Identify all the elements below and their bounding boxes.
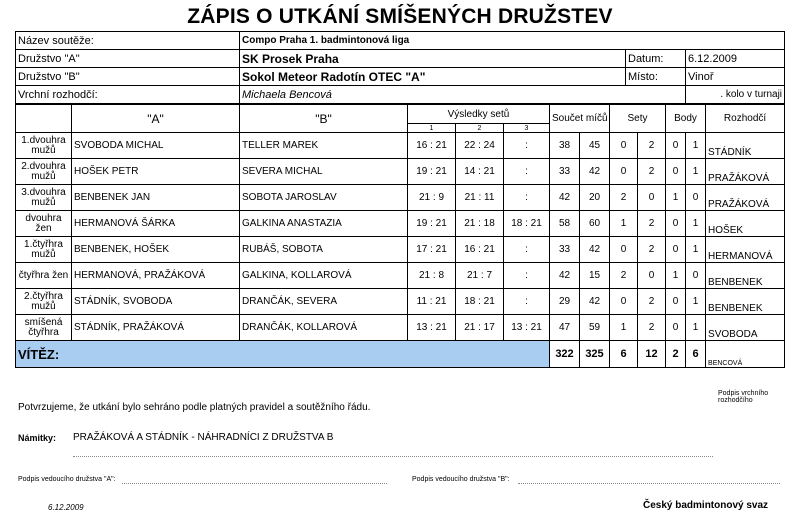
points-a: 58 <box>550 211 580 237</box>
umpire: BENBENEK <box>706 263 785 289</box>
set-2: 21 : 17 <box>456 315 504 341</box>
sets-b: 2 <box>638 159 666 185</box>
objections-line <box>73 456 713 457</box>
table-row <box>16 133 785 159</box>
player-a: HERMANOVÁ, PRAŽÁKOVÁ <box>72 263 240 289</box>
set-1: 16 : 21 <box>408 133 456 159</box>
set-1: 21 : 8 <box>408 263 456 289</box>
score-a: 0 <box>666 211 686 237</box>
objections-label: Námitky: <box>18 433 57 443</box>
set-2: 22 : 24 <box>456 133 504 159</box>
set-3: : <box>504 185 550 211</box>
umpire: HERMANOVÁ <box>706 237 785 263</box>
sets-head: Sety <box>610 105 666 133</box>
player-b: SOBOTA JAROSLAV <box>240 185 408 211</box>
set-3: : <box>504 289 550 315</box>
sets-a: 1 <box>610 315 638 341</box>
sets-a: 2 <box>610 263 638 289</box>
organization: Český badmintonový svaz <box>643 500 769 511</box>
set-3: : <box>504 159 550 185</box>
points-b: 42 <box>580 289 610 315</box>
set-3: : <box>504 133 550 159</box>
points-a: 29 <box>550 289 580 315</box>
points-b: 42 <box>580 159 610 185</box>
sets-b: 2 <box>638 237 666 263</box>
winner-row <box>16 341 785 368</box>
points-a: 47 <box>550 315 580 341</box>
score-b: 0 <box>686 185 706 211</box>
discipline: 2.čtyřhra mužů <box>16 289 72 315</box>
sets-a: 0 <box>610 237 638 263</box>
discipline: 2.dvouhra mužů <box>16 159 72 185</box>
sign-b-label: Podpis vedoucího družstva "B": <box>412 476 510 483</box>
objections-value: PRAŽÁKOVÁ A STÁDNÍK - NÁHRADNÍCI Z DRUŽSTVA B <box>73 432 334 443</box>
score-b: 1 <box>686 289 706 315</box>
points-a: 33 <box>550 159 580 185</box>
total-points-b: 325 <box>580 341 610 368</box>
player-a: HERMANOVÁ ŠÁRKA <box>72 211 240 237</box>
set-2: 16 : 21 <box>456 237 504 263</box>
set-num-1: 1 <box>408 124 456 133</box>
set-1: 11 : 21 <box>408 289 456 315</box>
score-b: 1 <box>686 315 706 341</box>
winner-label: VÍTĚZ: <box>16 341 550 368</box>
header-table <box>15 31 785 104</box>
table-row <box>16 211 785 237</box>
total-score-a: 2 <box>666 341 686 368</box>
player-b: GALKINA ANASTAZIA <box>240 211 408 237</box>
player-b: TELLER MAREK <box>240 133 408 159</box>
round-label: . kolo v turnaji <box>686 86 785 104</box>
set-num-2: 2 <box>456 124 504 133</box>
sets-results-head: Výsledky setů <box>408 105 550 124</box>
score-a: 0 <box>666 315 686 341</box>
player-a: BENBENEK JAN <box>72 185 240 211</box>
discipline: čtyřhra žen <box>16 263 72 289</box>
set-2: 21 : 18 <box>456 211 504 237</box>
set-1: 17 : 21 <box>408 237 456 263</box>
points-a: 33 <box>550 237 580 263</box>
points-b: 60 <box>580 211 610 237</box>
set-2: 18 : 21 <box>456 289 504 315</box>
confirmation-text: Potvrzujeme, že utkání bylo sehráno podle platných pravidel a soutěžního řádu. <box>18 402 371 413</box>
player-b: DRANČÁK, KOLLAROVÁ <box>240 315 408 341</box>
set-1: 13 : 21 <box>408 315 456 341</box>
points-b: 42 <box>580 237 610 263</box>
score-b: 1 <box>686 159 706 185</box>
table-row <box>16 263 785 289</box>
place-value: Vinoř <box>686 68 785 86</box>
sets-a: 1 <box>610 211 638 237</box>
score-b: 1 <box>686 211 706 237</box>
player-a: STÁDNÍK, SVOBODA <box>72 289 240 315</box>
umpire: SVOBODA <box>706 315 785 341</box>
player-b: SEVERA MICHAL <box>240 159 408 185</box>
sets-a: 0 <box>610 159 638 185</box>
score-a: 0 <box>666 133 686 159</box>
player-a: BENBENEK, HOŠEK <box>72 237 240 263</box>
date-value: 6.12.2009 <box>686 50 785 68</box>
set-3: 13 : 21 <box>504 315 550 341</box>
match-sheet <box>15 31 784 368</box>
place-label: Místo: <box>626 68 686 86</box>
team-a-value: SK Prosek Praha <box>240 50 626 68</box>
set-2: 14 : 21 <box>456 159 504 185</box>
umpire: PRAŽÁKOVÁ <box>706 159 785 185</box>
score-b: 1 <box>686 133 706 159</box>
competition-value: Compo Praha 1. badmintonová liga <box>240 32 785 50</box>
player-b: RUBÁŠ, SOBOTA <box>240 237 408 263</box>
discipline: smíšená čtyřhra <box>16 315 72 341</box>
table-row <box>16 237 785 263</box>
points-b: 20 <box>580 185 610 211</box>
team-b-label: Družstvo "B" <box>16 68 240 86</box>
umpire: HOŠEK <box>706 211 785 237</box>
score-a: 0 <box>666 237 686 263</box>
score-b: 1 <box>686 237 706 263</box>
points-a: 38 <box>550 133 580 159</box>
points-b: 59 <box>580 315 610 341</box>
score-a: 1 <box>666 263 686 289</box>
umpire: BENBENEK <box>706 289 785 315</box>
umpire: STÁDNÍK <box>706 133 785 159</box>
sign-b-line <box>518 483 780 484</box>
sets-a: 2 <box>610 185 638 211</box>
referee-label: Vrchní rozhodčí: <box>16 86 240 104</box>
team-a-label: Družstvo "A" <box>16 50 240 68</box>
points-sum-head: Součet míčů <box>550 105 610 133</box>
set-1: 19 : 21 <box>408 159 456 185</box>
table-row <box>16 185 785 211</box>
player-a: HOŠEK PETR <box>72 159 240 185</box>
score-b: 0 <box>686 263 706 289</box>
set-num-3: 3 <box>504 124 550 133</box>
referee-signature: BENCOVÁ <box>706 341 785 368</box>
col-b-head: "B" <box>240 105 408 133</box>
team-b-value: Sokol Meteor Radotín OTEC "A" <box>240 68 626 86</box>
discipline: dvouhra žen <box>16 211 72 237</box>
sets-b: 2 <box>638 289 666 315</box>
points-b: 15 <box>580 263 610 289</box>
sets-b: 2 <box>638 211 666 237</box>
sets-b: 0 <box>638 263 666 289</box>
total-points-a: 322 <box>550 341 580 368</box>
sets-b: 0 <box>638 185 666 211</box>
footer-date: 6.12.2009 <box>48 503 84 512</box>
set-2: 21 : 7 <box>456 263 504 289</box>
set-1: 19 : 21 <box>408 211 456 237</box>
umpire: PRAŽÁKOVÁ <box>706 185 785 211</box>
score-a: 1 <box>666 185 686 211</box>
results-table <box>15 104 785 368</box>
referee-value: Michaela Bencová <box>240 86 686 104</box>
player-b: DRANČÁK, SEVERA <box>240 289 408 315</box>
disc-head <box>16 105 72 133</box>
set-2: 21 : 11 <box>456 185 504 211</box>
total-score-b: 6 <box>686 341 706 368</box>
player-a: STÁDNÍK, PRAŽÁKOVÁ <box>72 315 240 341</box>
points-a: 42 <box>550 185 580 211</box>
player-a: SVOBODA MICHAL <box>72 133 240 159</box>
date-label: Datum: <box>626 50 686 68</box>
set-3: 18 : 21 <box>504 211 550 237</box>
sign-a-line <box>122 483 387 484</box>
discipline: 1.dvouhra mužů <box>16 133 72 159</box>
form-title: ZÁPIS O UTKÁNÍ SMÍŠENÝCH DRUŽSTEV <box>187 5 613 28</box>
col-a-head: "A" <box>72 105 240 133</box>
umpire-head: Rozhodčí <box>706 105 785 133</box>
score-a: 0 <box>666 159 686 185</box>
set-1: 21 : 9 <box>408 185 456 211</box>
referee-sign-label: Podpis vrchního rozhodčího <box>718 390 769 404</box>
discipline: 1.čtyřhra mužů <box>16 237 72 263</box>
points-a: 42 <box>550 263 580 289</box>
points-head: Body <box>666 105 706 133</box>
total-sets-b: 12 <box>638 341 666 368</box>
set-3: : <box>504 237 550 263</box>
player-b: GALKINA, KOLLAROVÁ <box>240 263 408 289</box>
sets-b: 2 <box>638 133 666 159</box>
discipline: 3.dvouhra mužů <box>16 185 72 211</box>
sets-b: 2 <box>638 315 666 341</box>
score-a: 0 <box>666 289 686 315</box>
sets-a: 0 <box>610 289 638 315</box>
table-row <box>16 315 785 341</box>
table-row <box>16 159 785 185</box>
sets-a: 0 <box>610 133 638 159</box>
set-3: : <box>504 263 550 289</box>
table-row <box>16 289 785 315</box>
total-sets-a: 6 <box>610 341 638 368</box>
sign-a-label: Podpis vedoucího družstva "A": <box>18 476 116 483</box>
competition-label: Název soutěže: <box>16 32 240 50</box>
points-b: 45 <box>580 133 610 159</box>
